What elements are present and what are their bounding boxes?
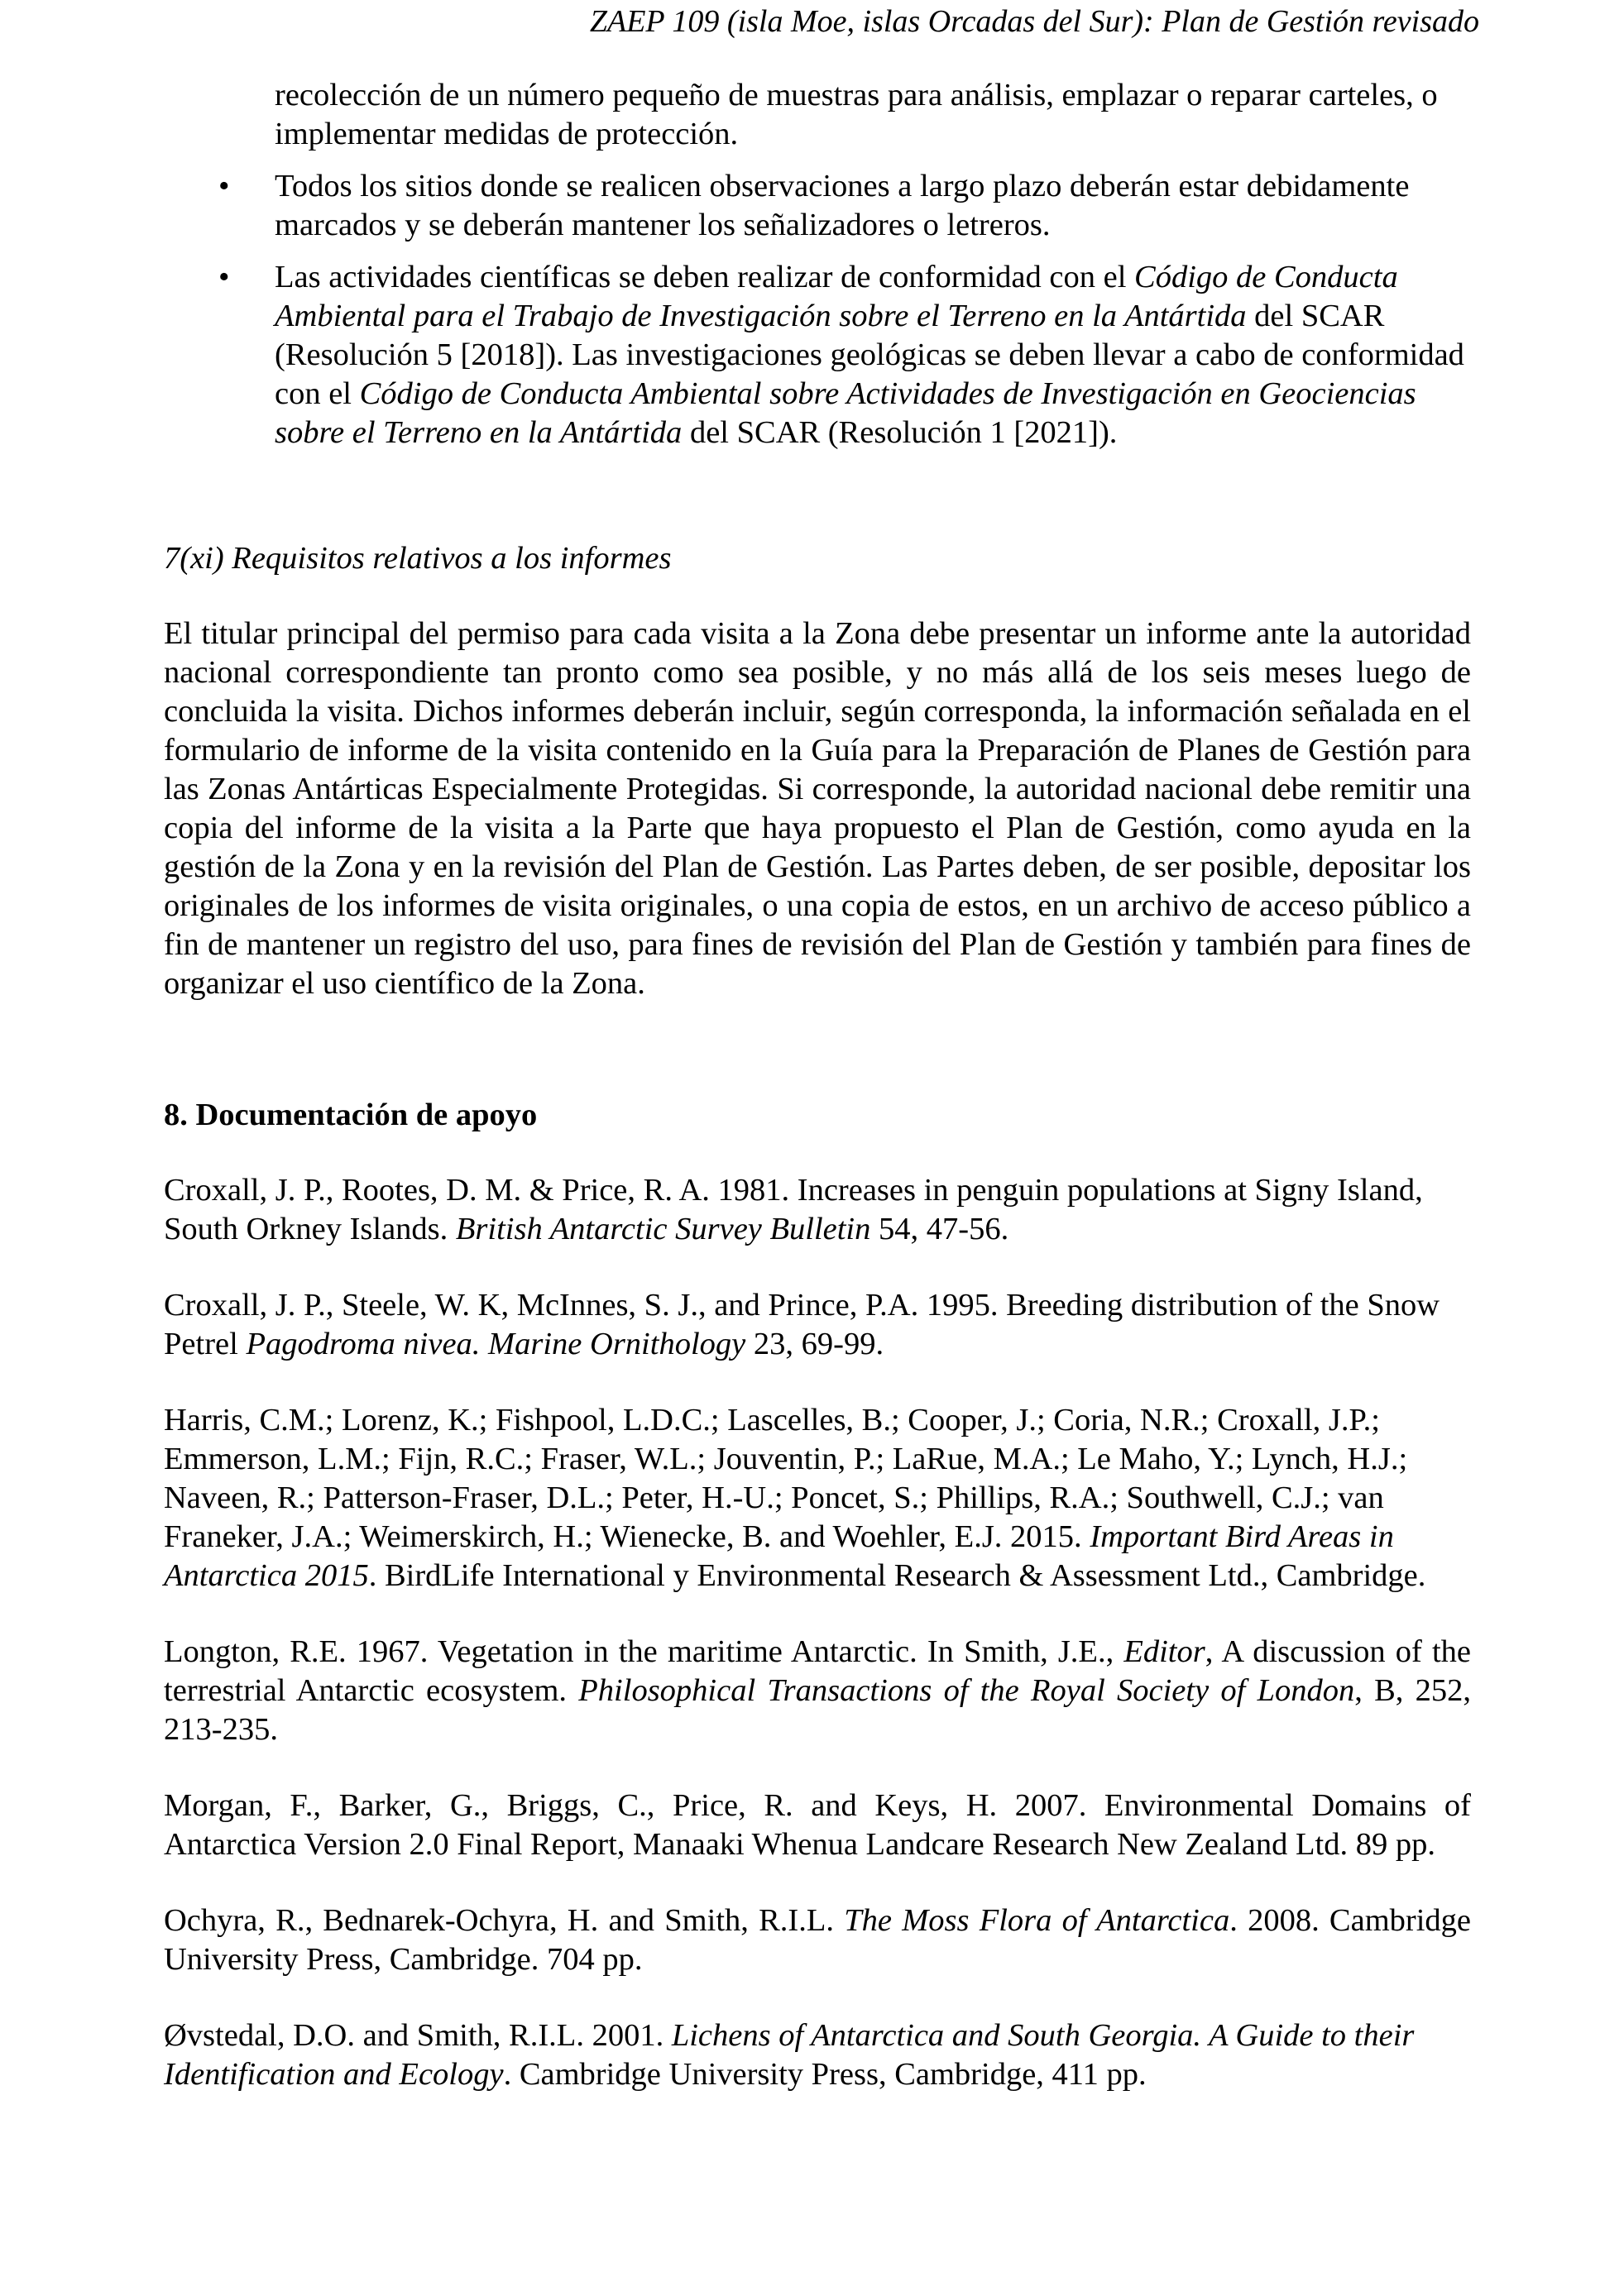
list-item xyxy=(164,258,1471,452)
reference-entry: Ochyra, R., Bednarek-Ochyra, H. and Smith, R.I.L. The Moss Flora of Antarctica. 2008. Cambridge University Press, Cambridge. 704 pp. xyxy=(164,1903,1471,1977)
bullet-marker: • xyxy=(218,260,230,294)
reference-entry: Longton, R.E. 1967. Vegetation in the maritime Antarctic. In Smith, J.E., Editor, A discussion of the terrestrial Antarctic ecosystem. Philosophical Transactions of the Royal Society of London, B, 252, 213-235. xyxy=(164,1634,1472,1747)
section-heading: 8. Documentación de apoyo xyxy=(164,1098,538,1132)
list-item-text: Las actividades científicas se deben realizar de conformidad con el Código de Conducta Ambiental para el Trabajo de Investigación sobre el Terreno en la Antártida del SCAR (Resolución 5 [2018]). Las investigaciones geológicas se deben llevar a cabo de conformidad con el Código de Conducta Ambiental sobre Actividades de Investigación en Geociencias sobre el Terreno en la Antártida del SCAR (Resolución 1 [2021]). xyxy=(275,260,1464,450)
bullet-marker: • xyxy=(218,169,230,203)
list-item xyxy=(164,167,1471,245)
reference-entry: Harris, C.M.; Lorenz, K.; Fishpool, L.D.C.; Lascelles, B.; Cooper, J.; Coria, N.R.; Croxall, J.P.; Emmerson, L.M.; Fijn, R.C.; Fraser, W.L.; Jouventin, P.; LaRue, M.A.; Le Maho, Y.; Lynch, H.J.; Naveen, R.; Patterson-Fraser, D.L.; Peter, H.-U.; Poncet, S.; Phillips, R.A.; Southwell, C.J.; van Franeker, J.A.; Weimerskirch, H.; Wienecke, B. and Woehler, E.J. 2015. Important Bird Areas in Antarctica 2015. BirdLife International y Environmental Research & Assessment Ltd., Cambridge. xyxy=(164,1403,1426,1593)
page-content xyxy=(164,76,1471,2094)
reference-entry: Øvstedal, D.O. and Smith, R.I.L. 2001. Lichens of Antarctica and South Georgia. A Guide to their Identification and Ecology. Cambridge University Press, Cambridge, 411 pp. xyxy=(164,2018,1415,2092)
list-continuation: recolección de un número pequeño de muestras para análisis, emplazar o reparar carteles, o implementar medidas de protección. xyxy=(275,78,1438,151)
reference-entry: Morgan, F., Barker, G., Briggs, C., Price, R. and Keys, H. 2007. Environmental Domains of Antarctica Version 2.0 Final Report, Manaaki Whenua Landcare Research New Zealand Ltd. 89 pp. xyxy=(164,1788,1471,1862)
reference-entry: Croxall, J. P., Steele, W. K, McInnes, S. J., and Prince, P.A. 1995. Breeding distribution of the Snow Petrel Pagodroma nivea. Marine Ornithology 23, 69-99. xyxy=(164,1288,1440,1361)
running-header: ZAEP 109 (isla Moe, islas Orcadas del Sur): Plan de Gestión revisado xyxy=(589,4,1479,39)
bullet-list xyxy=(164,167,1471,452)
reference-entry: Croxall, J. P., Rootes, D. M. & Price, R. A. 1981. Increases in penguin populations at Signy Island, South Orkney Islands. British Antarctic Survey Bulletin 54, 47-56. xyxy=(164,1173,1423,1246)
subsection-heading: 7(xi) Requisitos relativos a los informes xyxy=(164,541,672,576)
body-paragraph: El titular principal del permiso para cada visita a la Zona debe presentar un informe ante la autoridad nacional correspondiente tan pronto como sea posible, y no más allá de los seis meses luego de concluida la visita. Dichos informes deberán incluir, según corresponda, la información señalada en el formulario de informe de la visita contenido en la Guía para la Preparación de Planes de Gestión para las Zonas Antárticas Especialmente Protegidas. Si corresponde, la autoridad nacional debe remitir una copia del informe de la visita a la Parte que haya propuesto el Plan de Gestión, como ayuda en la gestión de la Zona y en la revisión del Plan de Gestión. Las Partes deben, de ser posible, depositar los originales de los informes de visita originales, o una copia de estos, en un archivo de acceso público a fin de mantener un registro del uso, para fines de revisión del Plan de Gestión y también para fines de organizar el uso científico de la Zona. xyxy=(164,616,1471,1001)
list-item-text: Todos los sitios donde se realicen observaciones a largo plazo deberán estar debidamente marcados y se deberán mantener los señalizadores o letreros. xyxy=(275,169,1410,242)
